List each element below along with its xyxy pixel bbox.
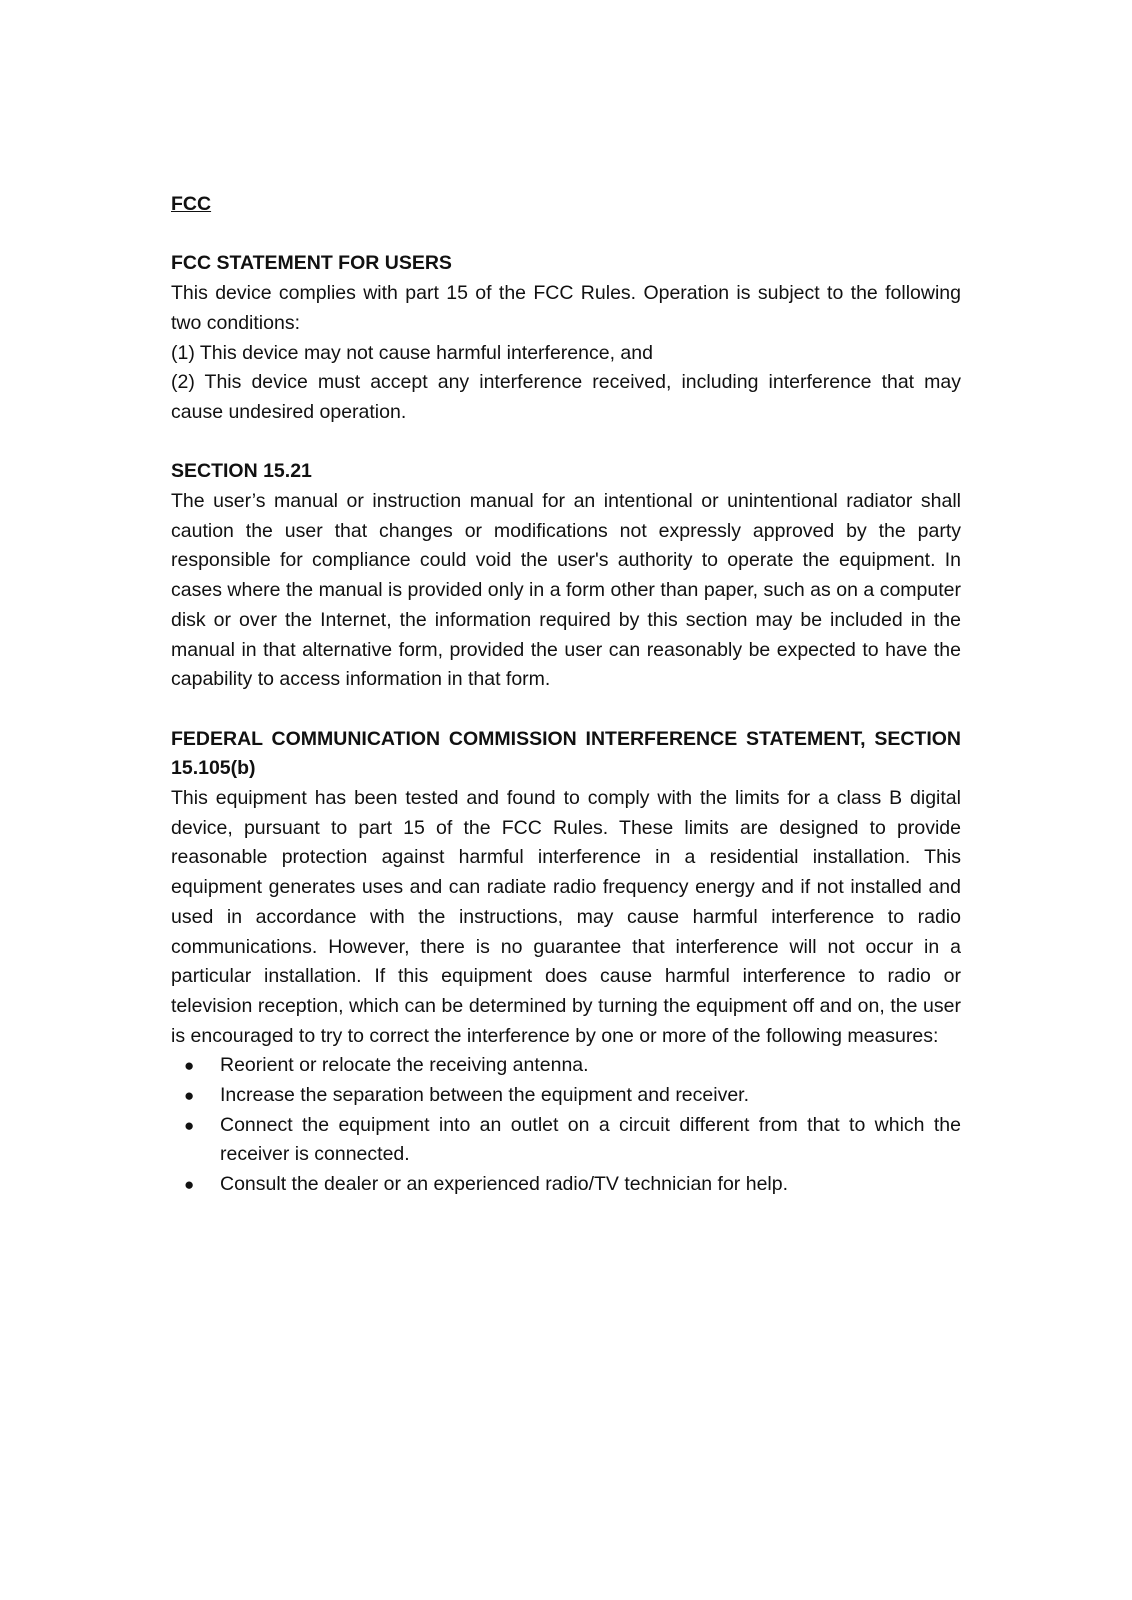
bullet-icon: ● [184,1175,195,1195]
spacer [171,695,961,725]
list-item [171,1081,961,1111]
document-page [171,190,961,1200]
spacer [171,428,961,458]
section-fcc-statement [171,249,961,427]
section-heading: FEDERAL COMMUNICATION COMMISSION INTERFERENCE STATEMENT, SECTION 15.105(b) [171,727,961,780]
paragraph: This device complies with part 15 of the FCC Rules. Operation is subject to the following two conditions: [171,282,961,334]
paragraph: (1) This device may not cause harmful interference, and [171,341,653,364]
spacer [171,220,961,250]
list-item [171,1170,961,1200]
section-heading: SECTION 15.21 [171,460,312,483]
bullet-icon: ● [184,1086,195,1106]
list-item-text: Consult the dealer or an experienced radio/TV technician for help. [220,1173,789,1196]
section-15-105b [171,725,961,1200]
section-15-21 [171,457,961,695]
list-item [171,1051,961,1081]
list-item [171,1111,961,1170]
section-heading: FCC STATEMENT FOR USERS [171,252,452,275]
bullet-icon: ● [184,1056,195,1076]
list-item-text: Reorient or relocate the receiving antenna. [220,1054,589,1077]
list-item-text: Connect the equipment into an outlet on a circuit different from that to which the receiver is connected. [220,1113,961,1166]
measures-list [171,1051,961,1200]
document-title: FCC [171,193,212,215]
list-item-text: Increase the separation between the equipment and receiver. [220,1084,750,1107]
bullet-icon: ● [184,1115,195,1135]
paragraph: The user’s manual or instruction manual for an intentional or unintentional radiator shall caution the user that changes or modifications not expressly approved by the party responsible for compliance could void the user's authority to operate the equipment. In cases where the manual is provided only in a form other than paper, such as on a computer disk or over the Internet, the information required by this section may be included in the manual in that alternative form, provided the user can reasonably be expected to have the capability to access information in that form. [171,490,961,691]
paragraph: (2) This device must accept any interference received, including interference that may cause undesired operation. [171,371,961,423]
paragraph: This equipment has been tested and found to comply with the limits for a class B digital device, pursuant to part 15 of the FCC Rules. These limits are designed to provide reasonable protection against harmful interference in a residential installation. This equipment generates uses and can radiate radio frequency energy and if not installed and used in accordance with the instructions, may cause harmful interference to radio communications. However, there is no guarantee that interference will not occur in a particular installation. If this equipment does cause harmful interference to radio or television reception, which can be determined by turning the equipment off and on, the user is encouraged to try to correct the interference by one or more of the following measures: [171,787,961,1047]
